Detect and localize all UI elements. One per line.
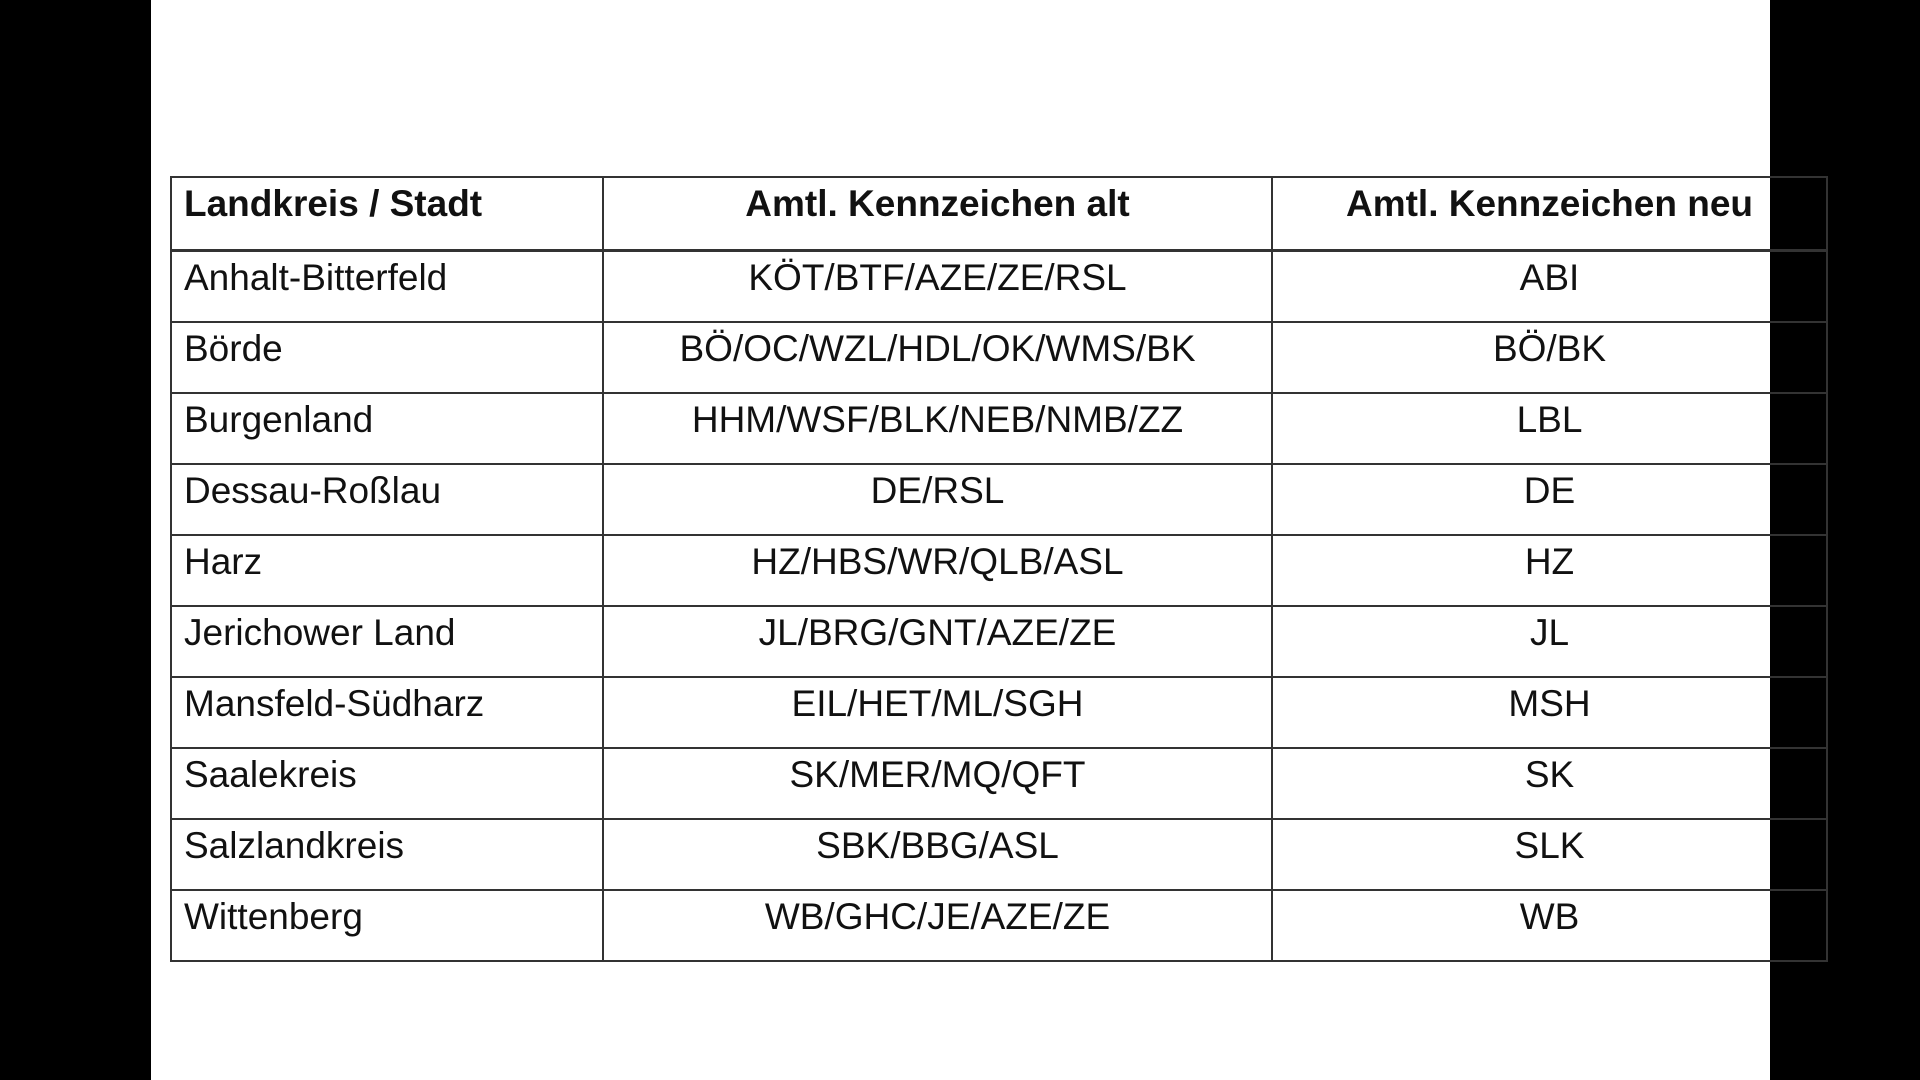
table-row <box>171 606 1827 677</box>
table-row <box>171 322 1827 393</box>
cell-region: Anhalt-Bitterfeld <box>171 251 603 323</box>
table-row <box>171 535 1827 606</box>
header-plates-old: Amtl. Kennzeichen alt <box>603 177 1272 251</box>
cell-plates-new: DE <box>1272 464 1827 535</box>
table-row <box>171 393 1827 464</box>
cell-plates-new: MSH <box>1272 677 1827 748</box>
cell-plates-new: ABI <box>1272 251 1827 323</box>
table-row <box>171 251 1827 323</box>
header-plates-new: Amtl. Kennzeichen neu <box>1272 177 1827 251</box>
cell-plates-old: WB/GHC/JE/AZE/ZE <box>603 890 1272 961</box>
cell-plates-new: HZ <box>1272 535 1827 606</box>
cell-plates-old: SK/MER/MQ/QFT <box>603 748 1272 819</box>
cell-plates-old: KÖT/BTF/AZE/ZE/RSL <box>603 251 1272 323</box>
cell-plates-new: WB <box>1272 890 1827 961</box>
table-row <box>171 819 1827 890</box>
cell-plates-old: JL/BRG/GNT/AZE/ZE <box>603 606 1272 677</box>
license-plate-table <box>170 176 1828 962</box>
cell-plates-old: HHM/WSF/BLK/NEB/NMB/ZZ <box>603 393 1272 464</box>
cell-region: Jerichower Land <box>171 606 603 677</box>
cell-region: Saalekreis <box>171 748 603 819</box>
cell-region: Harz <box>171 535 603 606</box>
cell-plates-new: SK <box>1272 748 1827 819</box>
cell-region: Wittenberg <box>171 890 603 961</box>
document-page <box>151 0 1770 1080</box>
header-region: Landkreis / Stadt <box>171 177 603 251</box>
cell-region: Mansfeld-Südharz <box>171 677 603 748</box>
cell-plates-new: BÖ/BK <box>1272 322 1827 393</box>
table-row <box>171 890 1827 961</box>
cell-plates-old: DE/RSL <box>603 464 1272 535</box>
table-header-row <box>171 177 1827 251</box>
cell-plates-old: HZ/HBS/WR/QLB/ASL <box>603 535 1272 606</box>
cell-region: Börde <box>171 322 603 393</box>
cell-plates-old: EIL/HET/ML/SGH <box>603 677 1272 748</box>
cell-plates-new: SLK <box>1272 819 1827 890</box>
table-row <box>171 677 1827 748</box>
cell-plates-new: JL <box>1272 606 1827 677</box>
cell-plates-new: LBL <box>1272 393 1827 464</box>
cell-plates-old: BÖ/OC/WZL/HDL/OK/WMS/BK <box>603 322 1272 393</box>
cell-region: Salzlandkreis <box>171 819 603 890</box>
cell-plates-old: SBK/BBG/ASL <box>603 819 1272 890</box>
table-row <box>171 464 1827 535</box>
table-row <box>171 748 1827 819</box>
cell-region: Dessau-Roßlau <box>171 464 603 535</box>
cell-region: Burgenland <box>171 393 603 464</box>
